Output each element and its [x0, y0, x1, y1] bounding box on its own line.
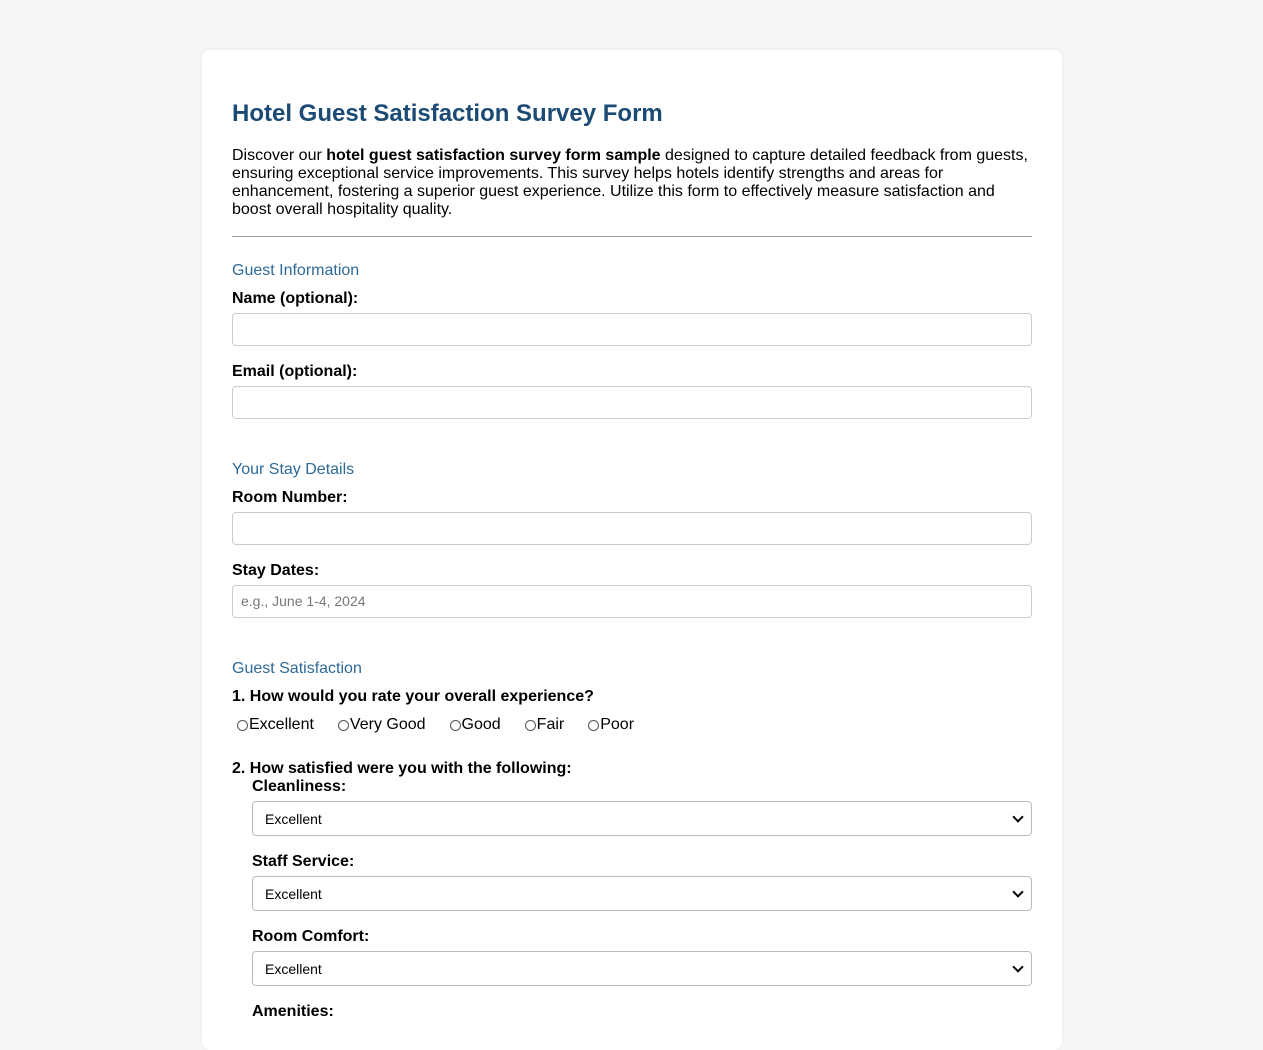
- radio-label: Good: [461, 716, 501, 733]
- radio-label: Very Good: [349, 716, 426, 733]
- overall-rating-group: [232, 716, 653, 734]
- room-comfort-select[interactable]: [252, 951, 1032, 986]
- intro-text: Discover our hotel guest satisfaction survey form sample designed to capture detailed feedback from guests, ensuring exceptional service improvements. This survey helps hotels identify strengths and areas for enhancement, fostering a superior guest experience. Utilize this form to effectively measure satisfaction and boost overall hospitality quality.: [232, 147, 1028, 218]
- question-2: 2. How satisfied were you with the following:: [232, 760, 572, 777]
- chevron-down-icon: [1012, 886, 1023, 897]
- survey-card: [202, 50, 1062, 1050]
- name-label: Name (optional):: [232, 290, 359, 307]
- section-heading-guest-information: Guest Information: [232, 262, 360, 279]
- radio-excellent[interactable]: [232, 716, 314, 734]
- radio-fair[interactable]: [520, 716, 565, 734]
- email-input[interactable]: [232, 386, 1032, 419]
- select-value: Excellent: [265, 810, 322, 827]
- cleanliness-select[interactable]: [252, 801, 1032, 836]
- select-value: Excellent: [265, 960, 322, 977]
- chevron-down-icon: [1012, 961, 1023, 972]
- chevron-down-icon: [1012, 811, 1023, 822]
- radio-label: Fair: [536, 716, 565, 733]
- radio-poor[interactable]: [583, 716, 634, 734]
- question-1: 1. How would you rate your overall experience?: [232, 688, 594, 705]
- radio-circle-icon[interactable]: [588, 720, 599, 731]
- radio-good[interactable]: [445, 716, 501, 734]
- page-title: Hotel Guest Satisfaction Survey Form: [232, 100, 663, 127]
- room-number-input[interactable]: [232, 512, 1032, 545]
- email-label: Email (optional):: [232, 363, 358, 380]
- radio-circle-icon[interactable]: [237, 720, 248, 731]
- room-comfort-label: Room Comfort:: [252, 928, 370, 945]
- radio-circle-icon[interactable]: [338, 720, 349, 731]
- room-number-label: Room Number:: [232, 489, 348, 506]
- section-heading-guest-satisfaction: Guest Satisfaction: [232, 660, 362, 677]
- divider: [232, 236, 1032, 237]
- staff-service-select[interactable]: [252, 876, 1032, 911]
- section-heading-stay-details: Your Stay Details: [232, 461, 355, 478]
- amenities-label: Amenities:: [252, 1003, 334, 1020]
- stay-dates-input[interactable]: e.g., June 1-4, 2024: [232, 585, 1032, 618]
- radio-circle-icon[interactable]: [525, 720, 536, 731]
- radio-label: Poor: [600, 716, 635, 733]
- stay-dates-label: Stay Dates:: [232, 562, 320, 579]
- radio-very-good[interactable]: [333, 716, 426, 734]
- radio-label: Excellent: [249, 716, 314, 733]
- staff-service-label: Staff Service:: [252, 853, 355, 870]
- cleanliness-label: Cleanliness:: [252, 778, 347, 795]
- radio-circle-icon[interactable]: [450, 720, 461, 731]
- name-input[interactable]: [232, 313, 1032, 346]
- select-value: Excellent: [265, 885, 322, 902]
